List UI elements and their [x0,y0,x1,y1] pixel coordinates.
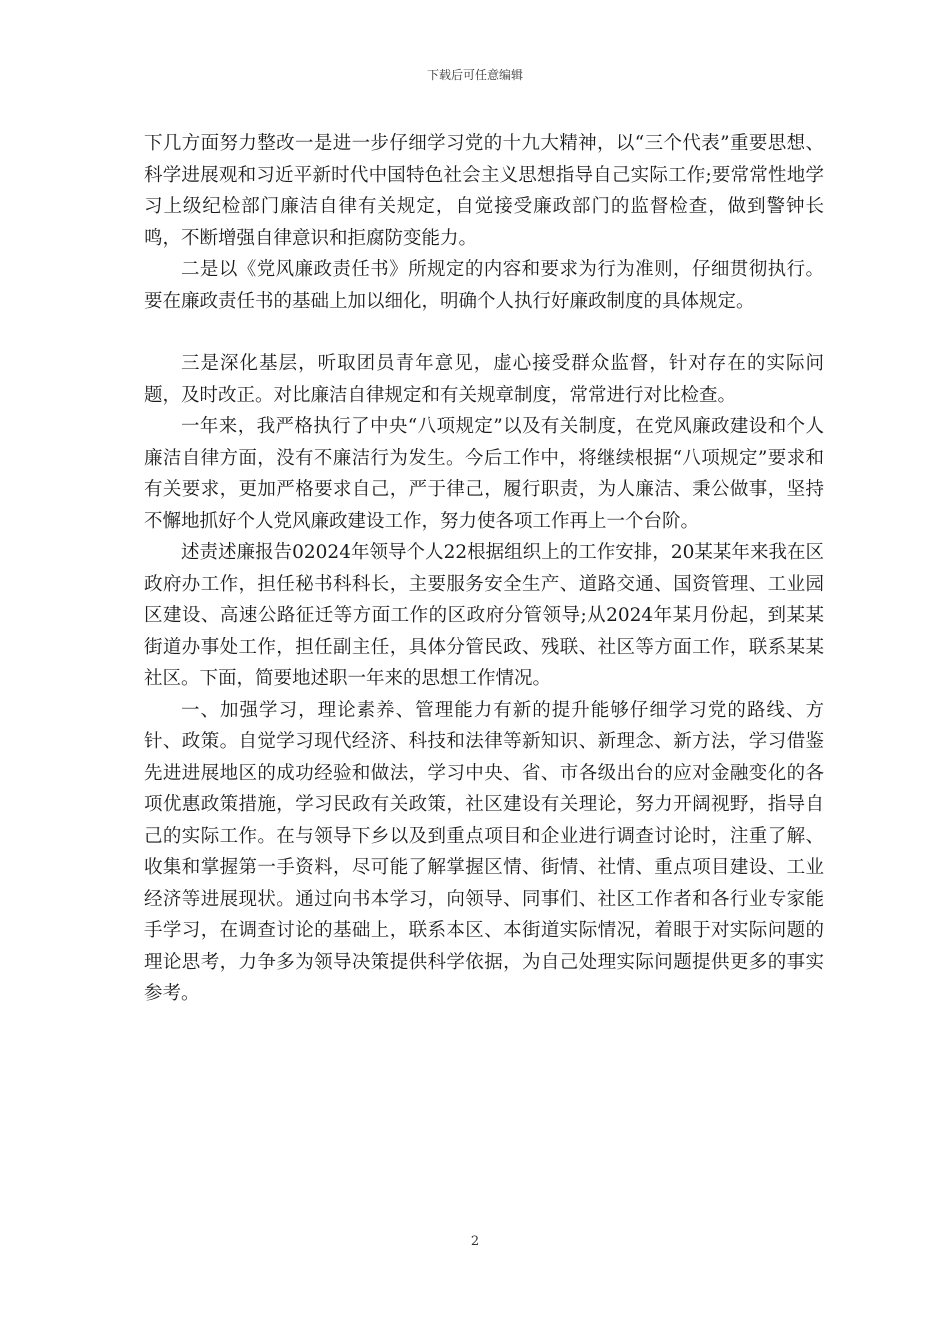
paragraph-2: 二是以《党风廉政责任书》所规定的内容和要求为行为准则，仔细贯彻执行。要在廉政责任书的基础上加以细化，明确个人执行好廉政制度的具体规定。 [144,259,824,312]
paragraph-5: 述责述廉报告02024年领导个人22根据组织上的工作安排，20某某年来我在区政府办工作，担任秘书科科长，主要服务安全生产、道路交通、国资管理、工业园区建设、高速公路征迁等方面工作的区政府分管领导;从2024年某月份起，到某某街道办事处工作，担任副主任，具体分管民政、残联、社区等方面工作，联系某某社区。下面，简要地述职一年来的思想工作情况。 [144,542,824,689]
document-body [144,128,824,1010]
paragraph-1: 下几方面努力整改一是进一步仔细学习党的十九大精神，以“三个代表”重要思想、科学进展观和习近平新时代中国特色社会主义思想指导自己实际工作;要常常性地学习上级纪检部门廉洁自律有关规定，自觉接受廉政部门的监督检查，做到警钟长鸣，不断增强自律意识和拒腐防变能力。 [144,133,824,249]
page-number: 2 [470,1234,480,1249]
paragraph-3: 三是深化基层，听取团员青年意见，虚心接受群众监督，针对存在的实际问题，及时改正。对比廉洁自律规定和有关规章制度，常常进行对比检查。 [144,353,824,406]
page-header: 下载后可任意编辑 [426,68,523,82]
paragraph-6: 一、加强学习，理论素养、管理能力有新的提升能够仔细学习党的路线、方针、政策。自觉学习现代经济、科技和法律等新知识、新理念、新方法，学习借鉴先进进展地区的成功经验和做法，学习中央、省、市各级出台的应对金融变化的各项优惠政策措施，学习民政有关政策，社区建设有关理论，努力开阔视野，指导自己的实际工作。在与领导下乡以及到重点项目和企业进行调查讨论时，注重了解、收集和掌握第一手资料，尽可能了解掌握区情、街情、社情、重点项目建设、工业经济等进展现状。通过向书本学习，向领导、同事们、社区工作者和各行业专家能手学习，在调查讨论的基础上，联系本区、本街道实际情况，着眼于对实际问题的理论思考，力争多为领导决策提供科学依据，为自己处理实际问题提供更多的事实参考。 [144,699,824,1004]
paragraph-4: 一年来，我严格执行了中央“八项规定”以及有关制度，在党风廉政建设和个人廉洁自律方面，没有不廉洁行为发生。今后工作中，将继续根据“八项规定”要求和有关要求，更加严格要求自己，严于律己，履行职责，为人廉洁、秉公做事，坚持不懈地抓好个人党风廉政建设工作，努力使各项工作再上一个台阶。 [144,416,824,532]
